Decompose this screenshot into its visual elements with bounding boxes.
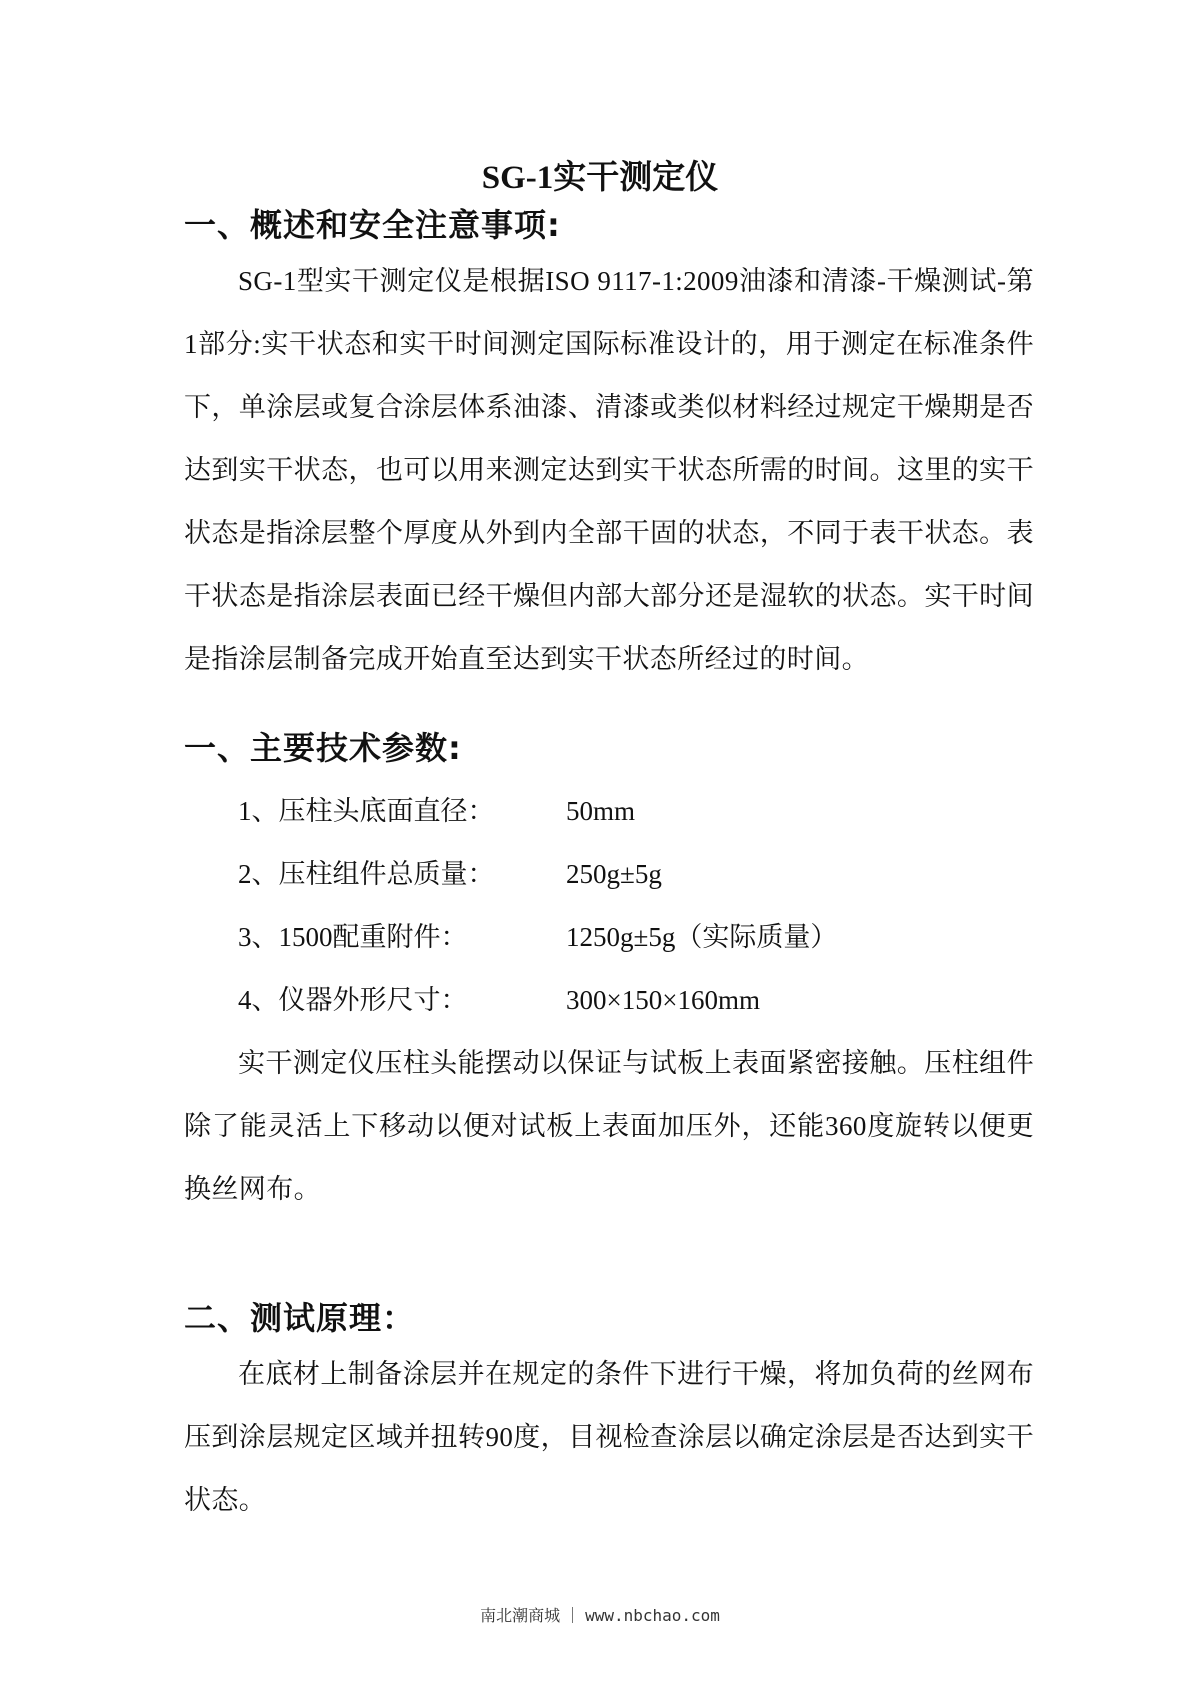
param-value: 300×150×160mm: [566, 985, 760, 1015]
param-value: 50mm: [566, 796, 636, 826]
param-row: [238, 843, 837, 906]
param-row: [238, 906, 837, 969]
section-principle-heading: 二、测试原理：: [184, 1299, 416, 1337]
section-principle-paragraph: 在底材上制备涂层并在规定的条件下进行干燥，将加负荷的丝网布压到涂层规定区域并扭转90度，目视检查涂层以确定涂层是否达到实干状态。: [184, 1359, 1034, 1515]
footer-site-name: 南北潮商城: [480, 1606, 561, 1625]
param-label: 1、压柱头底面直径：: [238, 796, 495, 826]
section-params-heading: 一、主要技术参数:: [184, 729, 462, 767]
param-value: 250g±5g: [566, 859, 662, 889]
section-params-paragraph: 实干测定仪压柱头能摆动以保证与试板上表面紧密接触。压柱组件除了能灵活上下移动以便对试板上表面加压外，还能360度旋转以便更换丝网布。: [184, 1048, 1034, 1204]
param-label: 3、1500配重附件：: [238, 922, 468, 952]
param-value: 1250g±5g（实际质量）: [566, 922, 838, 952]
footer-divider: [572, 1607, 573, 1623]
section-overview-heading: 一、概述和安全注意事项:: [184, 206, 561, 244]
param-label: 2、压柱组件总质量：: [238, 859, 495, 889]
section-overview-paragraph: SG-1型实干测定仪是根据ISO 9117-1:2009油漆和清漆-干燥测试-第1部分:实干状态和实干时间测定国际标准设计的，用于测定在标准条件下，单涂层或复合涂层体系油漆、清漆或类似材料经过规定干燥期是否达到实干状态，也可以用来测定达到实干状态所需的时间。这里的实干状态是指涂层整个厚度从外到内全部干固的状态，不同于表干状态。表干状态是指涂层表面已经干燥但内部大部分还是湿软的状态。实干时间是指涂层制备完成开始直至达到实干状态所经过的时间。: [184, 266, 1034, 674]
params-list: [238, 780, 837, 1032]
page-footer: [0, 1606, 1200, 1626]
param-row: [238, 780, 837, 843]
param-label: 4、仪器外形尺寸：: [238, 985, 468, 1015]
param-row: [238, 969, 837, 1032]
document-title: SG-1实干测定仪: [481, 160, 719, 196]
footer-url[interactable]: www.nbchao.com: [585, 1606, 720, 1625]
